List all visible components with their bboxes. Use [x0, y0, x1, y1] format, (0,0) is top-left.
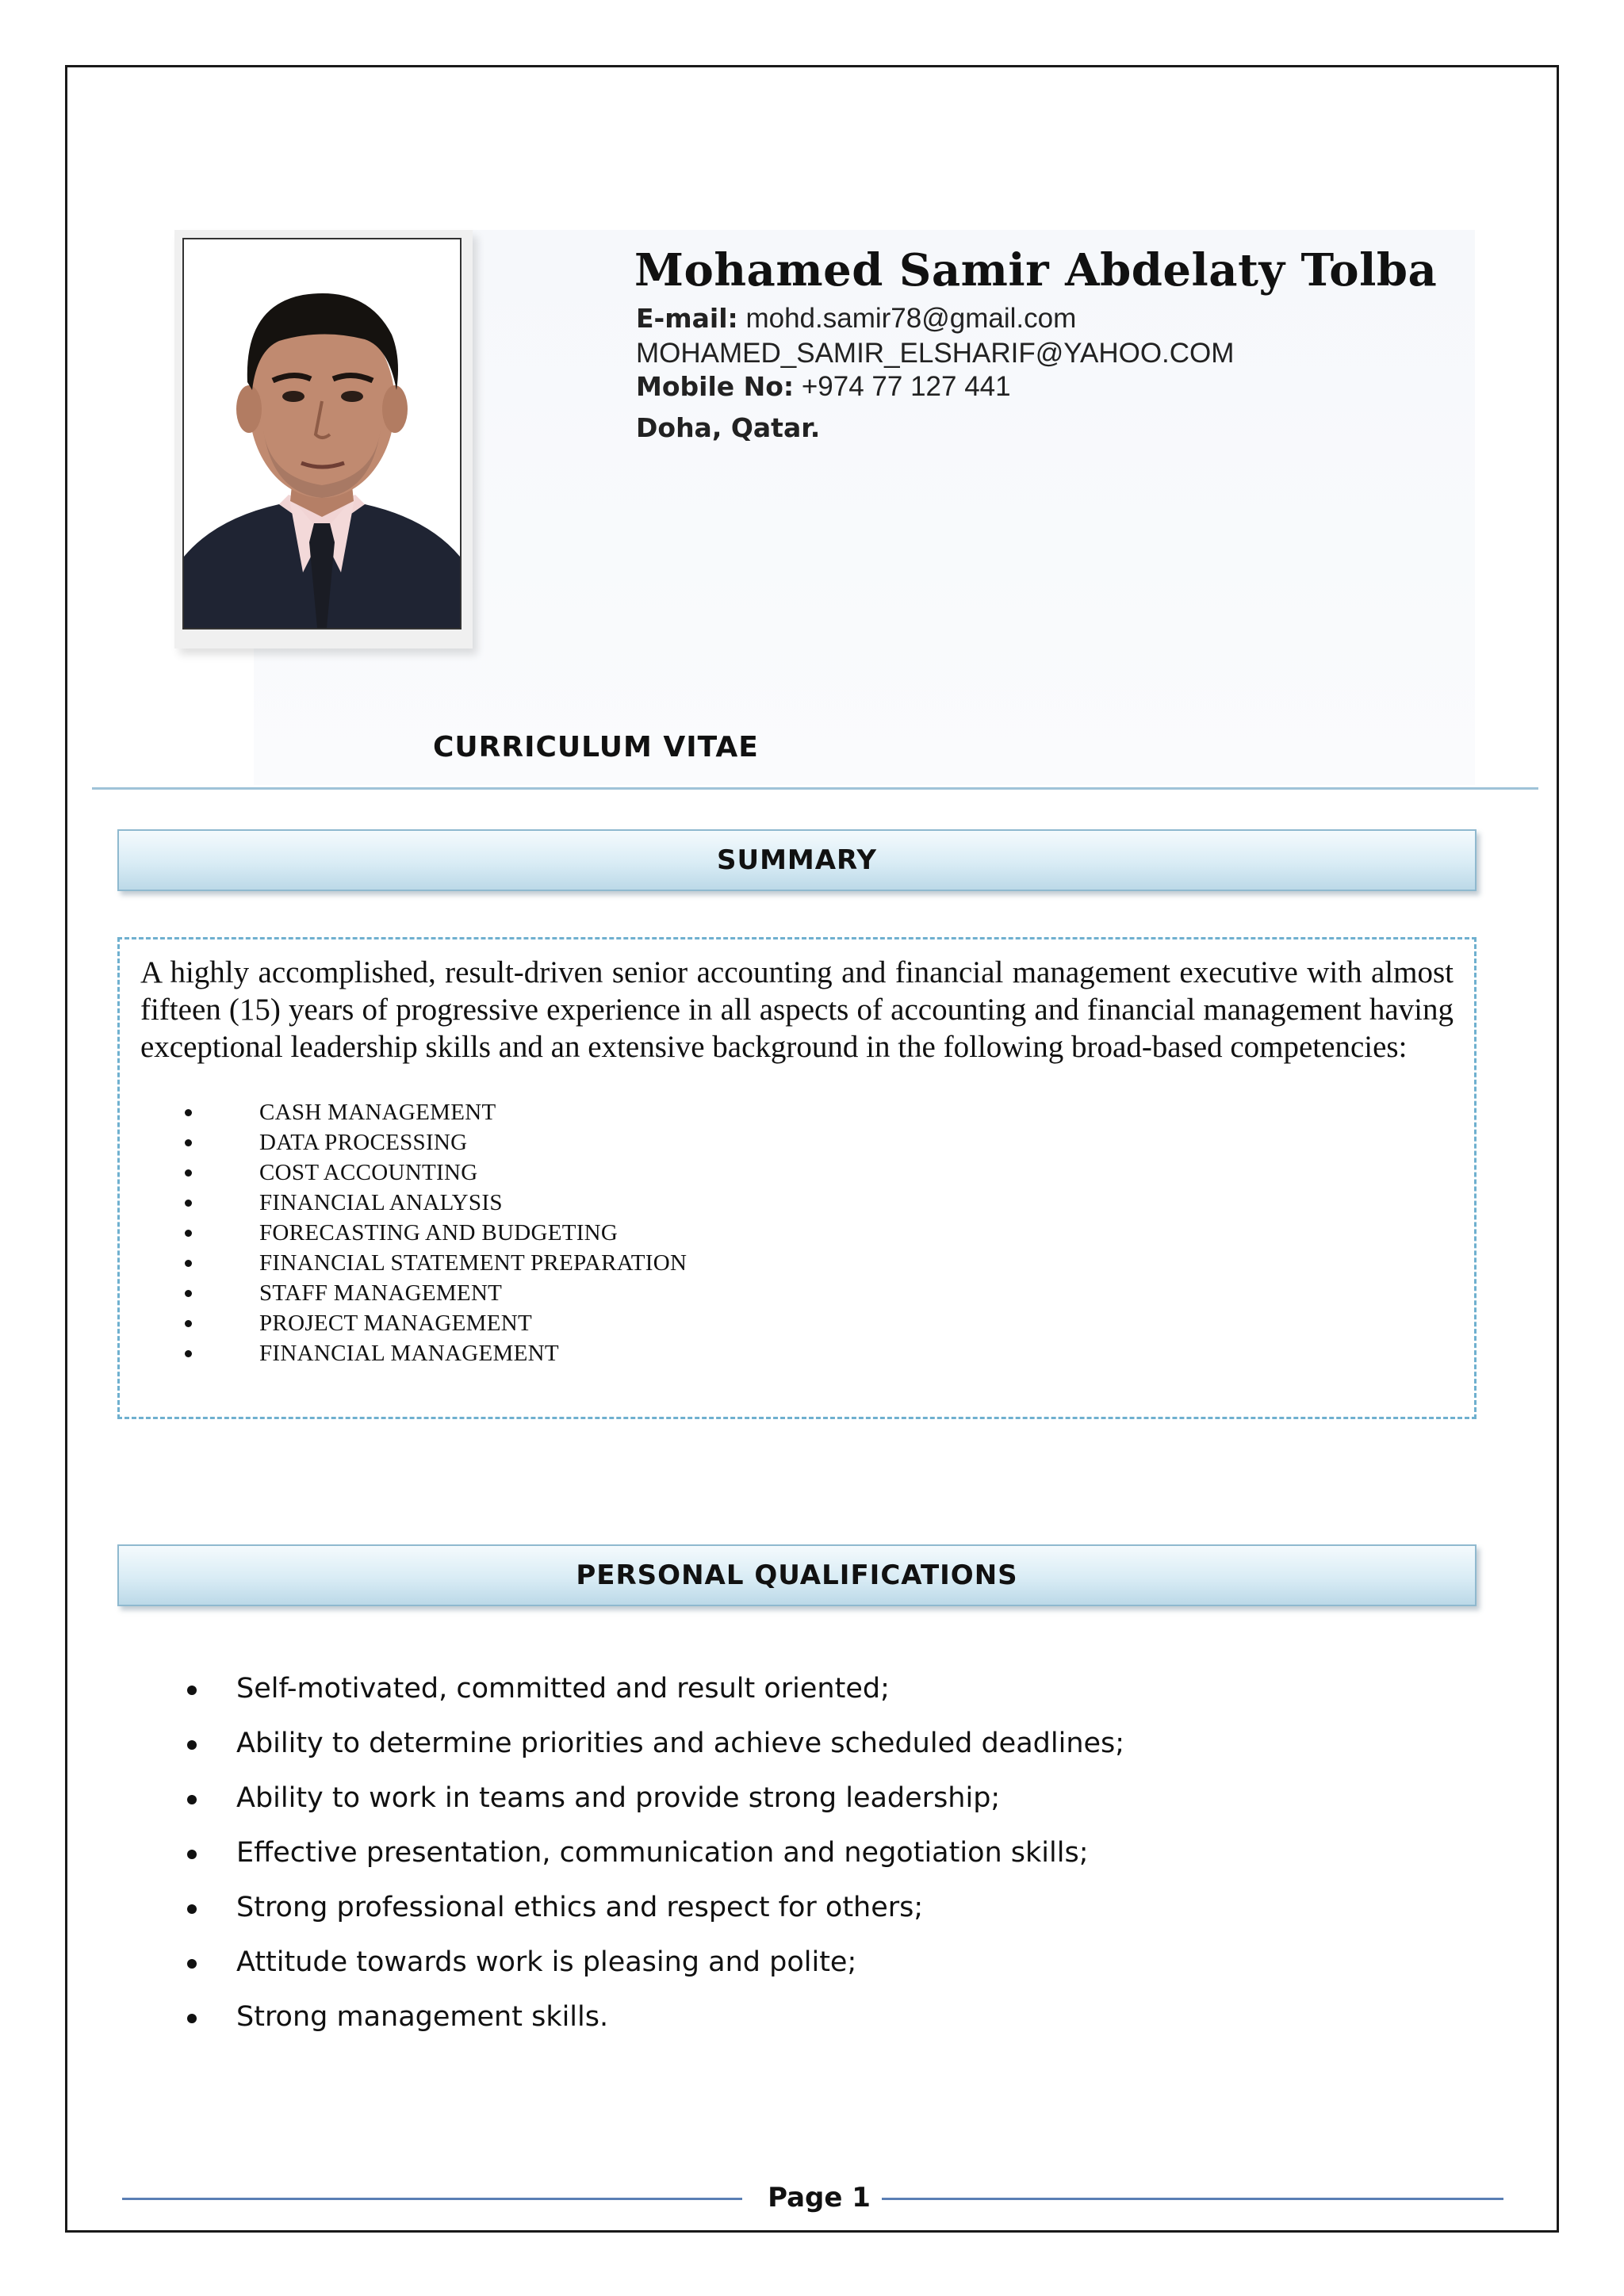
list-item: FINANCIAL ANALYSIS	[185, 1188, 1454, 1218]
summary-text: A highly accomplished, result-driven senior accounting and financial management executive with almost fifteen (15) years of progressive experience in all aspects of accounting and financial management having exceptional leadership skills and an extensive background in the following broad-based competencies:	[140, 955, 1454, 1064]
header-divider	[92, 787, 1538, 790]
list-item: Strong professional ethics and respect for others;	[184, 1881, 1124, 1935]
list-item: FINANCIAL MANAGEMENT	[185, 1338, 1454, 1368]
list-item: Strong management skills.	[184, 1990, 1124, 2045]
email-secondary[interactable]: MOHAMED_SAMIR_ELSHARIF@YAHOO.COM	[636, 338, 1235, 369]
list-item: STAFF MANAGEMENT	[185, 1278, 1454, 1308]
location: Doha, Qatar.	[636, 412, 821, 443]
profile-photo	[182, 238, 462, 629]
competency-list	[140, 1097, 1454, 1368]
portrait-icon	[184, 239, 460, 628]
candidate-name: Mohamed Samir Abdelaty Tolba	[634, 244, 1438, 297]
list-item: Ability to work in teams and provide strong leadership;	[184, 1771, 1124, 1826]
qualifications-list	[184, 1662, 1124, 2045]
list-item: DATA PROCESSING	[185, 1127, 1454, 1158]
mobile-label: Mobile No:	[636, 371, 795, 402]
mobile-line	[636, 371, 1011, 403]
list-item: Self-motivated, committed and result oriented;	[184, 1662, 1124, 1716]
list-item: PROJECT MANAGEMENT	[185, 1308, 1454, 1338]
list-item: FORECASTING AND BUDGETING	[185, 1218, 1454, 1248]
mobile-number: +974 77 127 441	[801, 371, 1011, 402]
list-item: FINANCIAL STATEMENT PREPARATION	[185, 1248, 1454, 1278]
footer-rule-left	[122, 2198, 742, 2200]
email-primary[interactable]: mohd.samir78@gmail.com	[745, 303, 1077, 334]
page-number: Page 1	[768, 2182, 871, 2214]
list-item: Ability to determine priorities and achieve scheduled deadlines;	[184, 1716, 1124, 1771]
document-title: CURRICULUM VITAE	[433, 731, 759, 763]
summary-box	[117, 937, 1477, 1419]
list-item: Attitude towards work is pleasing and polite;	[184, 1935, 1124, 1990]
email-line	[636, 303, 1076, 335]
footer-rule-right	[882, 2198, 1503, 2200]
list-item: CASH MANAGEMENT	[185, 1097, 1454, 1127]
list-item: Effective presentation, communication and negotiation skills;	[184, 1826, 1124, 1881]
profile-photo-frame	[174, 230, 473, 649]
email-label: E-mail:	[636, 303, 738, 334]
qualifications-heading: PERSONAL QUALIFICATIONS	[117, 1544, 1477, 1606]
list-item: COST ACCOUNTING	[185, 1158, 1454, 1188]
summary-heading: SUMMARY	[117, 829, 1477, 891]
